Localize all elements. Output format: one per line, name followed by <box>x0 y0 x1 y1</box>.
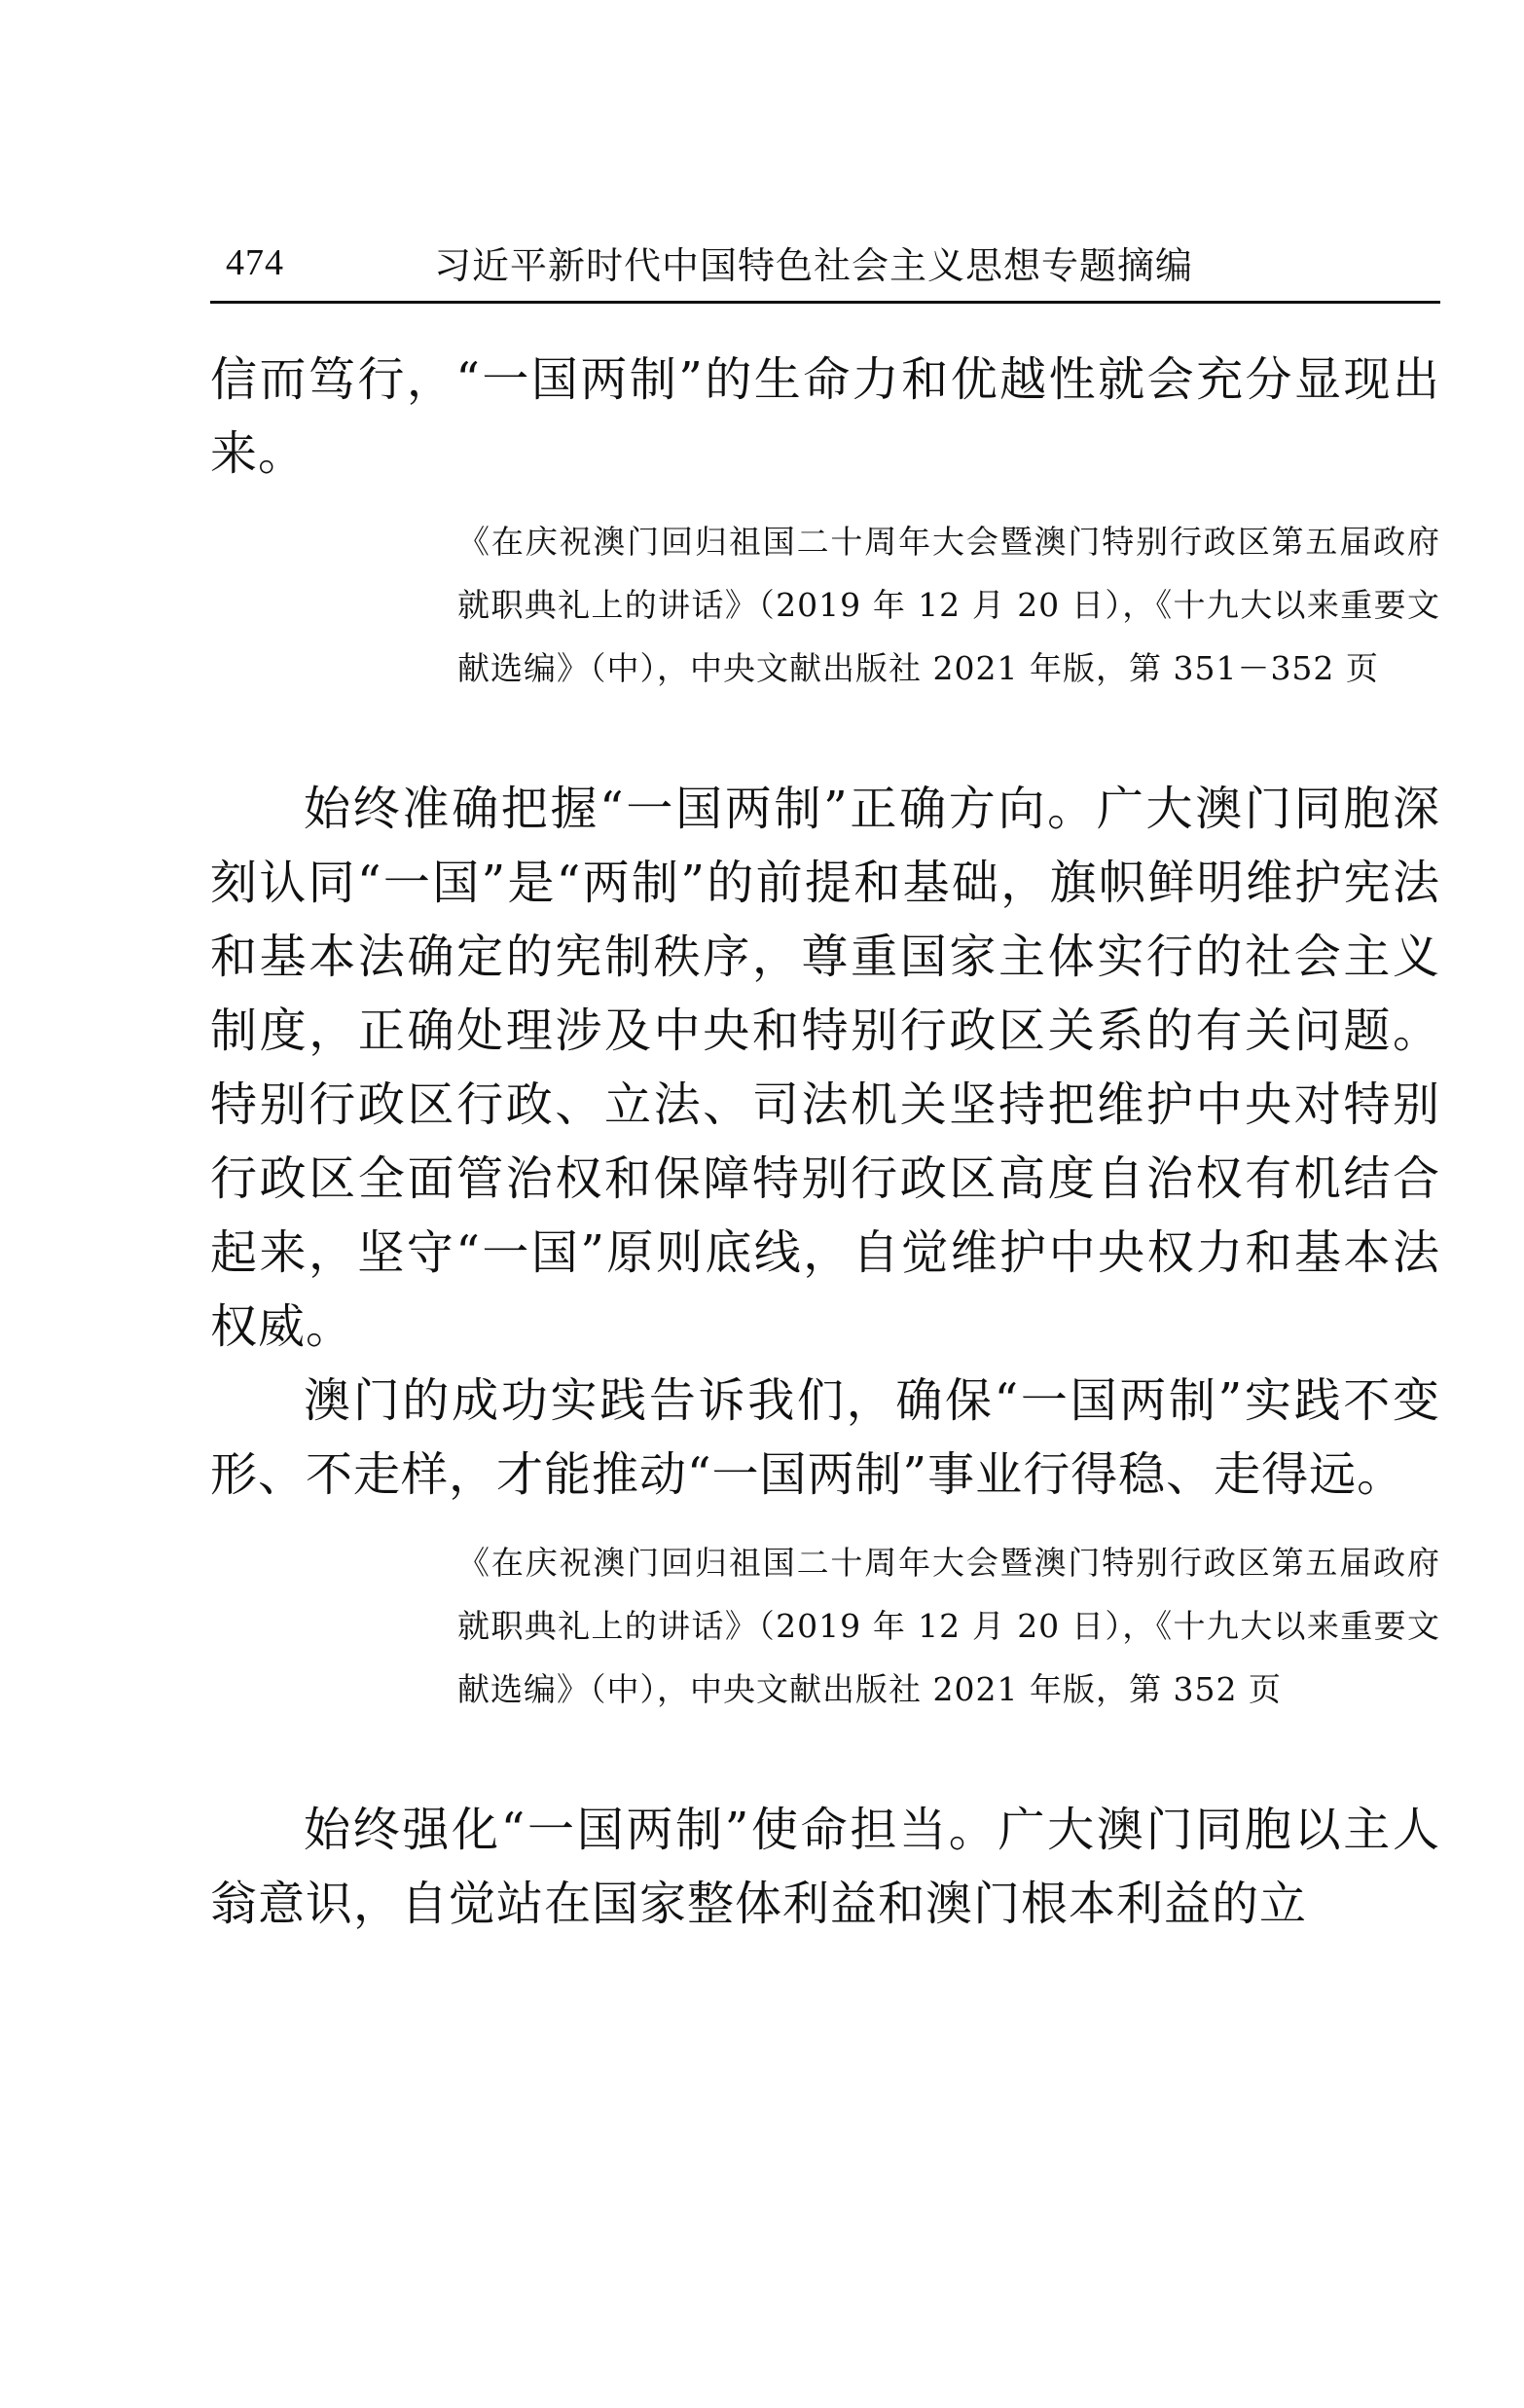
paragraph: 始终强化“一国两制”使命担当。广大澳门同胞以主人翁意识，自觉站在国家整体利益和澳门根本利益的立 <box>210 1803 1440 1931</box>
paragraph-continued: 信而笃行，“一国两制”的生命力和优越性就会充分显现出来。 <box>210 352 1440 481</box>
section-spacer <box>210 700 1440 772</box>
page-number: 474 <box>226 242 284 283</box>
header-rule <box>210 301 1440 304</box>
page-header <box>210 232 1440 319</box>
paragraph: 始终准确把握“一国两制”正确方向。广大澳门同胞深刻认同“一国”是“两制”的前提和基础，旗帜鲜明维护宪法和基本法确定的宪制秩序，尊重国家主体实行的社会主义制度，正确处理涉及中央和特别行政区关系的有关问题。特别行政区行政、立法、司法机关坚持把维护中央对特别行政区全面管治权和保障特别行政区高度自治权有机结合起来，坚守“一国”原则底线，自觉维护中央权力和基本法权威。 <box>210 782 1440 1354</box>
source-citation: 《在庆祝澳门回归祖国二十周年大会暨澳门特别行政区第五届政府就职典礼上的讲话》（2019 年 12 月 20 日），《十九大以来重要文献选编》（中），中央文献出版社 2021 年版，第 351－352 页 <box>457 523 1440 687</box>
page-content <box>210 343 1440 1941</box>
source-citation: 《在庆祝澳门回归祖国二十周年大会暨澳门特别行政区第五届政府就职典礼上的讲话》（2019 年 12 月 20 日），《十九大以来重要文献选编》（中），中央文献出版社 2021 年版，第 352 页 <box>457 1544 1440 1708</box>
paragraph: 澳门的成功实践告诉我们，确保“一国两制”实践不变形、不走样，才能推动“一国两制”事业行得稳、走得远。 <box>210 1373 1440 1502</box>
running-title: 习近平新时代中国特色社会主义思想专题摘编 <box>434 244 1194 287</box>
section-spacer <box>210 1721 1440 1793</box>
